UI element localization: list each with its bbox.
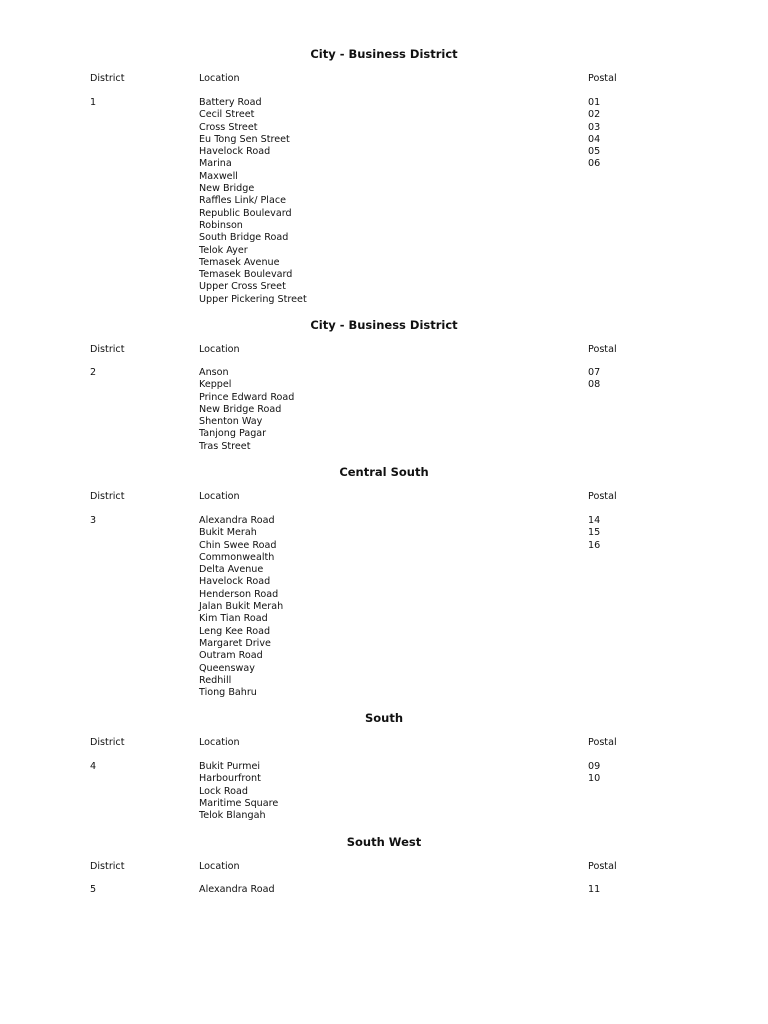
postal-list (588, 515, 600, 552)
location-item: Outram Road (199, 650, 263, 662)
location-item: Alexandra Road (199, 884, 275, 895)
postal-code: 14 (588, 515, 601, 526)
location-item: Leng Kee Road (199, 625, 271, 637)
district-number: 3 (90, 515, 97, 526)
location-header: Location (199, 73, 240, 84)
district-header: District (90, 344, 125, 355)
district-header: District (90, 861, 125, 872)
section-title: South (364, 711, 404, 725)
location-header: Location (199, 737, 240, 748)
district-header: District (90, 491, 125, 502)
location-item: New Bridge (199, 183, 255, 195)
section-title: City - Business District (310, 47, 458, 61)
location-item: Cross Street (199, 121, 258, 133)
postal-code: 03 (588, 121, 601, 133)
postal-code: 07 (588, 367, 601, 378)
postal-list (588, 884, 600, 896)
location-item: South Bridge Road (199, 232, 289, 244)
postal-header: Postal (588, 344, 617, 355)
location-item: Eu Tong Sen Street (199, 133, 290, 145)
location-header: Location (199, 861, 240, 872)
postal-code: 05 (588, 146, 601, 158)
location-item: Keppel (199, 379, 232, 391)
location-item: Telok Ayer (199, 244, 248, 256)
postal-code: 04 (588, 133, 601, 145)
location-item: Anson (199, 367, 229, 378)
postal-code: 16 (588, 539, 601, 551)
location-item: Redhill (199, 674, 232, 686)
postal-header: Postal (588, 491, 617, 502)
location-item: Robinson (199, 219, 243, 231)
location-item: Havelock Road (199, 146, 271, 158)
section-title: South West (346, 835, 422, 849)
location-item: Upper Pickering Street (199, 293, 307, 305)
location-item: Queensway (199, 662, 255, 674)
location-list (199, 761, 278, 822)
district-number: 4 (90, 761, 97, 772)
location-header: Location (199, 491, 240, 502)
location-list (199, 884, 275, 896)
postal-code: 09 (588, 761, 601, 772)
postal-list (588, 367, 600, 392)
district-number: 2 (90, 367, 97, 378)
location-list (199, 97, 307, 306)
postal-code: 15 (588, 527, 601, 539)
location-item: Delta Avenue (199, 564, 264, 576)
location-item: New Bridge Road (199, 403, 282, 415)
district-number: 5 (90, 884, 97, 895)
location-item: Temasek Avenue (199, 256, 280, 268)
location-item: Havelock Road (199, 576, 271, 588)
location-item: Bukit Purmei (199, 761, 261, 772)
location-item: Tanjong Pagar (199, 428, 267, 440)
postal-list (588, 761, 600, 786)
location-item: Upper Cross Sreet (199, 281, 286, 293)
location-item: Republic Boulevard (199, 207, 292, 219)
location-item: Temasek Boulevard (199, 269, 293, 281)
postal-code: 08 (588, 379, 601, 391)
postal-header: Postal (588, 737, 617, 748)
section-title: Central South (339, 465, 429, 479)
location-item: Maritime Square (199, 797, 279, 809)
postal-list (588, 97, 600, 171)
location-item: Raffles Link/ Place (199, 195, 286, 207)
location-item: Battery Road (199, 97, 262, 108)
location-item: Prince Edward Road (199, 391, 295, 403)
location-item: Tiong Bahru (199, 687, 257, 699)
location-item: Marina (199, 158, 232, 170)
location-item: Henderson Road (199, 588, 279, 600)
location-item: Lock Road (199, 785, 248, 797)
location-list (199, 367, 294, 453)
district-header: District (90, 73, 125, 84)
postal-code: 02 (588, 109, 601, 121)
location-item: Tras Street (199, 440, 251, 452)
postal-code: 01 (588, 97, 601, 108)
postal-header: Postal (588, 73, 617, 84)
location-item: Maxwell (199, 170, 238, 182)
postal-header: Postal (588, 861, 617, 872)
district-header: District (90, 737, 125, 748)
location-item: Alexandra Road (199, 515, 275, 526)
location-list (199, 515, 283, 699)
location-header: Location (199, 344, 240, 355)
location-item: Bukit Merah (199, 527, 257, 539)
location-item: Telok Blangah (199, 810, 266, 822)
location-item: Jalan Bukit Merah (199, 601, 284, 613)
location-item: Kim Tian Road (199, 613, 268, 625)
location-item: Harbourfront (199, 773, 261, 785)
postal-code: 06 (588, 158, 601, 170)
postal-code: 11 (588, 884, 601, 895)
location-item: Margaret Drive (199, 637, 271, 649)
location-item: Commonwealth (199, 551, 275, 563)
postal-code: 10 (588, 773, 601, 785)
location-item: Chin Swee Road (199, 539, 277, 551)
location-item: Cecil Street (199, 109, 255, 121)
district-number: 1 (90, 97, 97, 108)
section-title: City - Business District (310, 318, 458, 332)
location-item: Shenton Way (199, 416, 263, 428)
